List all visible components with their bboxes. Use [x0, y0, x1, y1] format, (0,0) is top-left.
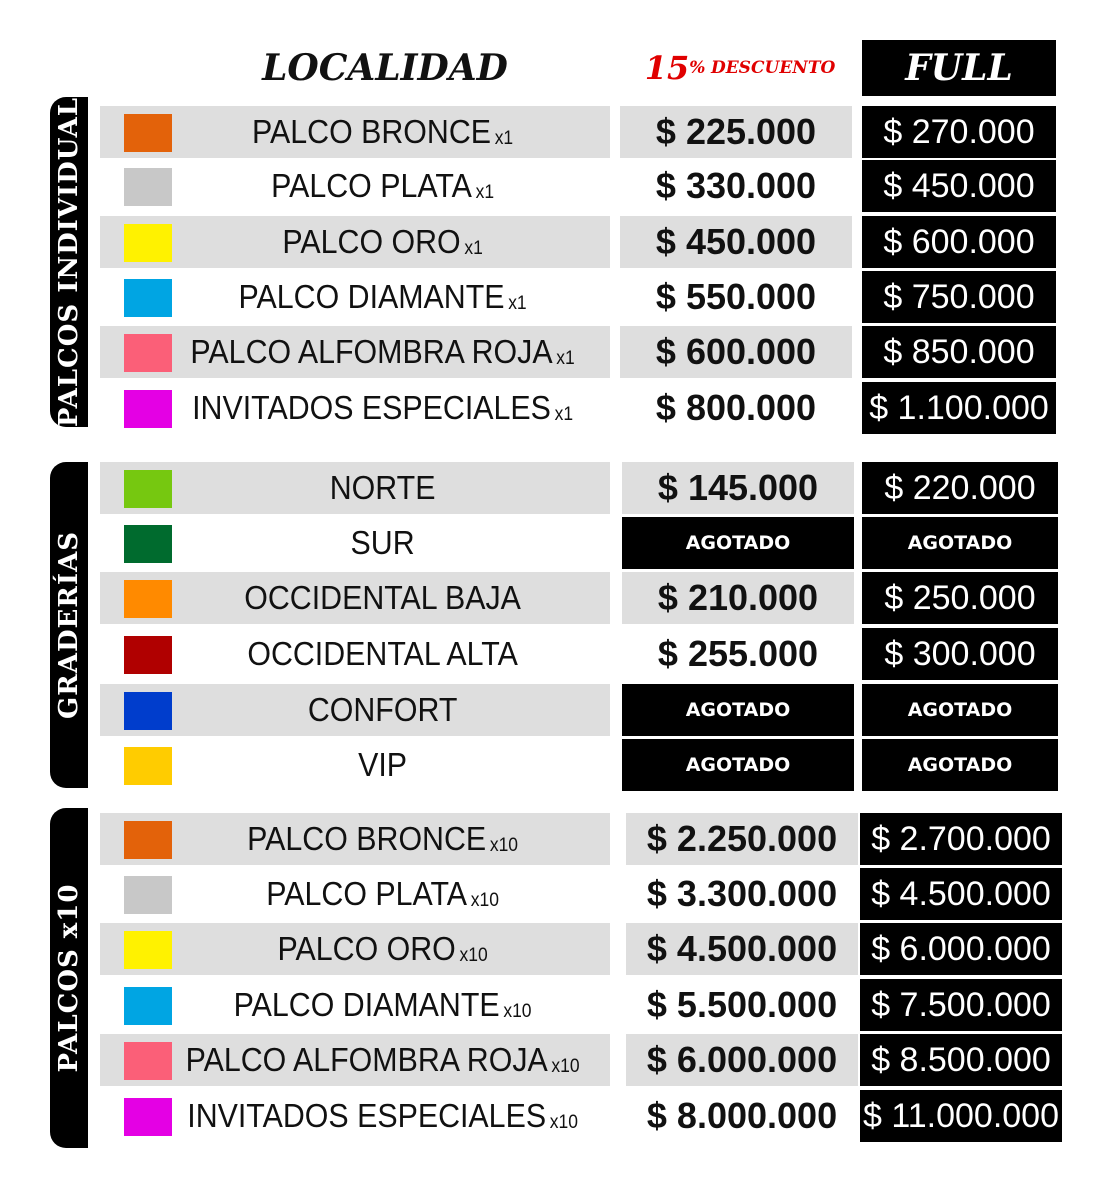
multiplier: x10 — [549, 1112, 578, 1133]
multiplier: x10 — [459, 945, 488, 966]
table-row — [0, 271, 1114, 323]
sold-out-badge: AGOTADO — [862, 739, 1058, 791]
localidad-name: PALCO DIAMANTE — [233, 986, 500, 1023]
localidad-cell — [100, 1090, 610, 1142]
localidad-name-wrap — [120, 979, 589, 1031]
localidad-name: PALCO PLATA — [271, 167, 472, 204]
full-price: $ 2.700.000 — [860, 813, 1062, 865]
discount-price: $ 145.000 — [622, 462, 854, 514]
multiplier: x1 — [494, 128, 514, 149]
table-row — [0, 106, 1114, 158]
full-price: $ 220.000 — [862, 462, 1058, 514]
localidad-name-wrap — [120, 868, 589, 920]
multiplier: x10 — [551, 1056, 580, 1077]
localidad-cell — [100, 813, 610, 865]
localidad-cell — [100, 160, 610, 212]
section-label: PALCOS x10 — [54, 883, 84, 1073]
discount-price: $ 800.000 — [655, 387, 817, 428]
localidad-name-wrap — [120, 160, 589, 212]
full-price: $ 300.000 — [862, 628, 1058, 680]
sold-out-badge: AGOTADO — [862, 517, 1058, 569]
localidad-name-wrap — [120, 572, 589, 624]
localidad-cell — [100, 216, 610, 268]
localidad-cell — [100, 572, 610, 624]
multiplier: x10 — [503, 1001, 532, 1022]
discount-percent-sign: % — [689, 58, 706, 78]
localidad-name: OCCIDENTAL ALTA — [247, 635, 518, 672]
localidad-name-wrap — [120, 106, 589, 158]
localidad-name: INVITADOS ESPECIALES — [192, 389, 551, 426]
table-row — [0, 382, 1114, 434]
discount-percent: 15 — [644, 49, 690, 87]
localidad-name: PALCO ALFOMBRA ROJA — [190, 333, 553, 370]
header-discount — [625, 40, 855, 96]
localidad-cell — [100, 628, 610, 680]
localidad-name: VIP — [358, 746, 408, 783]
table-row — [0, 517, 1114, 569]
table-row — [0, 628, 1114, 680]
localidad-name-wrap — [120, 382, 589, 434]
full-price: $ 7.500.000 — [860, 979, 1062, 1031]
localidad-name: PALCO BRONCE — [252, 113, 492, 150]
localidad-name-wrap — [120, 1034, 589, 1086]
full-price: $ 250.000 — [862, 572, 1058, 624]
table-row — [0, 326, 1114, 378]
table-row — [0, 923, 1114, 975]
full-price: $ 270.000 — [862, 106, 1056, 158]
discount-price: $ 2.250.000 — [626, 813, 858, 865]
full-price: $ 850.000 — [862, 326, 1056, 378]
full-price: $ 450.000 — [862, 160, 1056, 212]
localidad-cell — [100, 271, 610, 323]
localidad-name-wrap — [120, 923, 589, 975]
multiplier: x1 — [464, 238, 483, 259]
full-price: $ 8.500.000 — [860, 1034, 1062, 1086]
localidad-cell — [100, 739, 610, 791]
localidad-name-wrap — [120, 739, 589, 791]
discount-price: $ 255.000 — [657, 633, 819, 674]
table-row — [0, 160, 1114, 212]
full-price: $ 4.500.000 — [860, 868, 1062, 920]
multiplier: x1 — [508, 293, 527, 314]
discount-price: $ 8.000.000 — [646, 1095, 838, 1136]
localidad-cell — [100, 462, 610, 514]
full-price: $ 1.100.000 — [862, 382, 1056, 434]
localidad-name: INVITADOS ESPECIALES — [187, 1097, 547, 1134]
localidad-name-wrap — [120, 813, 589, 865]
localidad-cell — [100, 517, 610, 569]
localidad-name: PALCO DIAMANTE — [238, 278, 505, 315]
table-row — [0, 979, 1114, 1031]
table-row — [0, 684, 1114, 736]
localidad-name: SUR — [350, 524, 415, 561]
localidad-name-wrap — [120, 271, 589, 323]
localidad-cell — [100, 106, 610, 158]
discount-price: $ 450.000 — [620, 216, 852, 268]
localidad-cell — [100, 684, 610, 736]
discount-price: $ 6.000.000 — [626, 1034, 858, 1086]
header-localidad: LOCALIDAD — [262, 47, 508, 89]
sold-out-badge: AGOTADO — [622, 739, 854, 791]
localidad-cell — [100, 326, 610, 378]
full-price: $ 600.000 — [862, 216, 1056, 268]
localidad-name: PALCO PLATA — [266, 875, 468, 912]
localidad-name: PALCO ALFOMBRA ROJA — [185, 1041, 548, 1078]
localidad-cell — [100, 979, 610, 1031]
table-row — [0, 462, 1114, 514]
localidad-name-wrap — [120, 326, 589, 378]
sold-out-badge: AGOTADO — [622, 684, 854, 736]
multiplier: x1 — [554, 404, 574, 425]
discount-price: $ 600.000 — [620, 326, 852, 378]
discount-price: $ 210.000 — [622, 572, 854, 624]
section-label: PALCOS INDIVIDUAL — [54, 97, 84, 427]
discount-price: $ 3.300.000 — [646, 873, 838, 914]
sold-out-badge: AGOTADO — [862, 684, 1058, 736]
section-label: GRADERÍAS — [54, 530, 84, 720]
table-row — [0, 739, 1114, 791]
localidad-name-wrap — [120, 462, 589, 514]
full-price: $ 11.000.000 — [860, 1090, 1062, 1142]
discount-price: $ 330.000 — [655, 165, 817, 206]
localidad-name: PALCO ORO — [277, 930, 456, 967]
localidad-cell — [100, 868, 610, 920]
table-row — [0, 813, 1114, 865]
discount-price: $ 225.000 — [620, 106, 852, 158]
sold-out-badge: AGOTADO — [622, 517, 854, 569]
table-row — [0, 1034, 1114, 1086]
localidad-name: PALCO ORO — [282, 223, 461, 260]
localidad-name: NORTE — [329, 469, 436, 506]
table-row — [0, 572, 1114, 624]
discount-price: $ 5.500.000 — [646, 984, 838, 1025]
table-row — [0, 216, 1114, 268]
header-full: FULL — [862, 40, 1056, 96]
localidad-name-wrap — [120, 216, 589, 268]
multiplier: x1 — [556, 348, 575, 369]
localidad-name-wrap — [120, 1090, 589, 1142]
discount-label: DESCUENTO — [710, 58, 836, 78]
full-price: $ 6.000.000 — [860, 923, 1062, 975]
table-row — [0, 1090, 1114, 1142]
localidad-name: CONFORT — [307, 691, 458, 728]
localidad-cell — [100, 382, 610, 434]
multiplier: x10 — [470, 890, 499, 911]
discount-price: $ 4.500.000 — [626, 923, 858, 975]
multiplier: x1 — [475, 182, 495, 203]
localidad-cell — [100, 923, 610, 975]
table-row — [0, 868, 1114, 920]
localidad-name-wrap — [120, 628, 589, 680]
discount-price: $ 550.000 — [655, 276, 817, 317]
full-price: $ 750.000 — [862, 271, 1056, 323]
localidad-name-wrap — [120, 517, 589, 569]
localidad-cell — [100, 1034, 610, 1086]
localidad-name: OCCIDENTAL BAJA — [244, 579, 521, 616]
multiplier: x10 — [489, 835, 519, 856]
localidad-name: PALCO BRONCE — [247, 820, 487, 857]
localidad-name-wrap — [120, 684, 589, 736]
